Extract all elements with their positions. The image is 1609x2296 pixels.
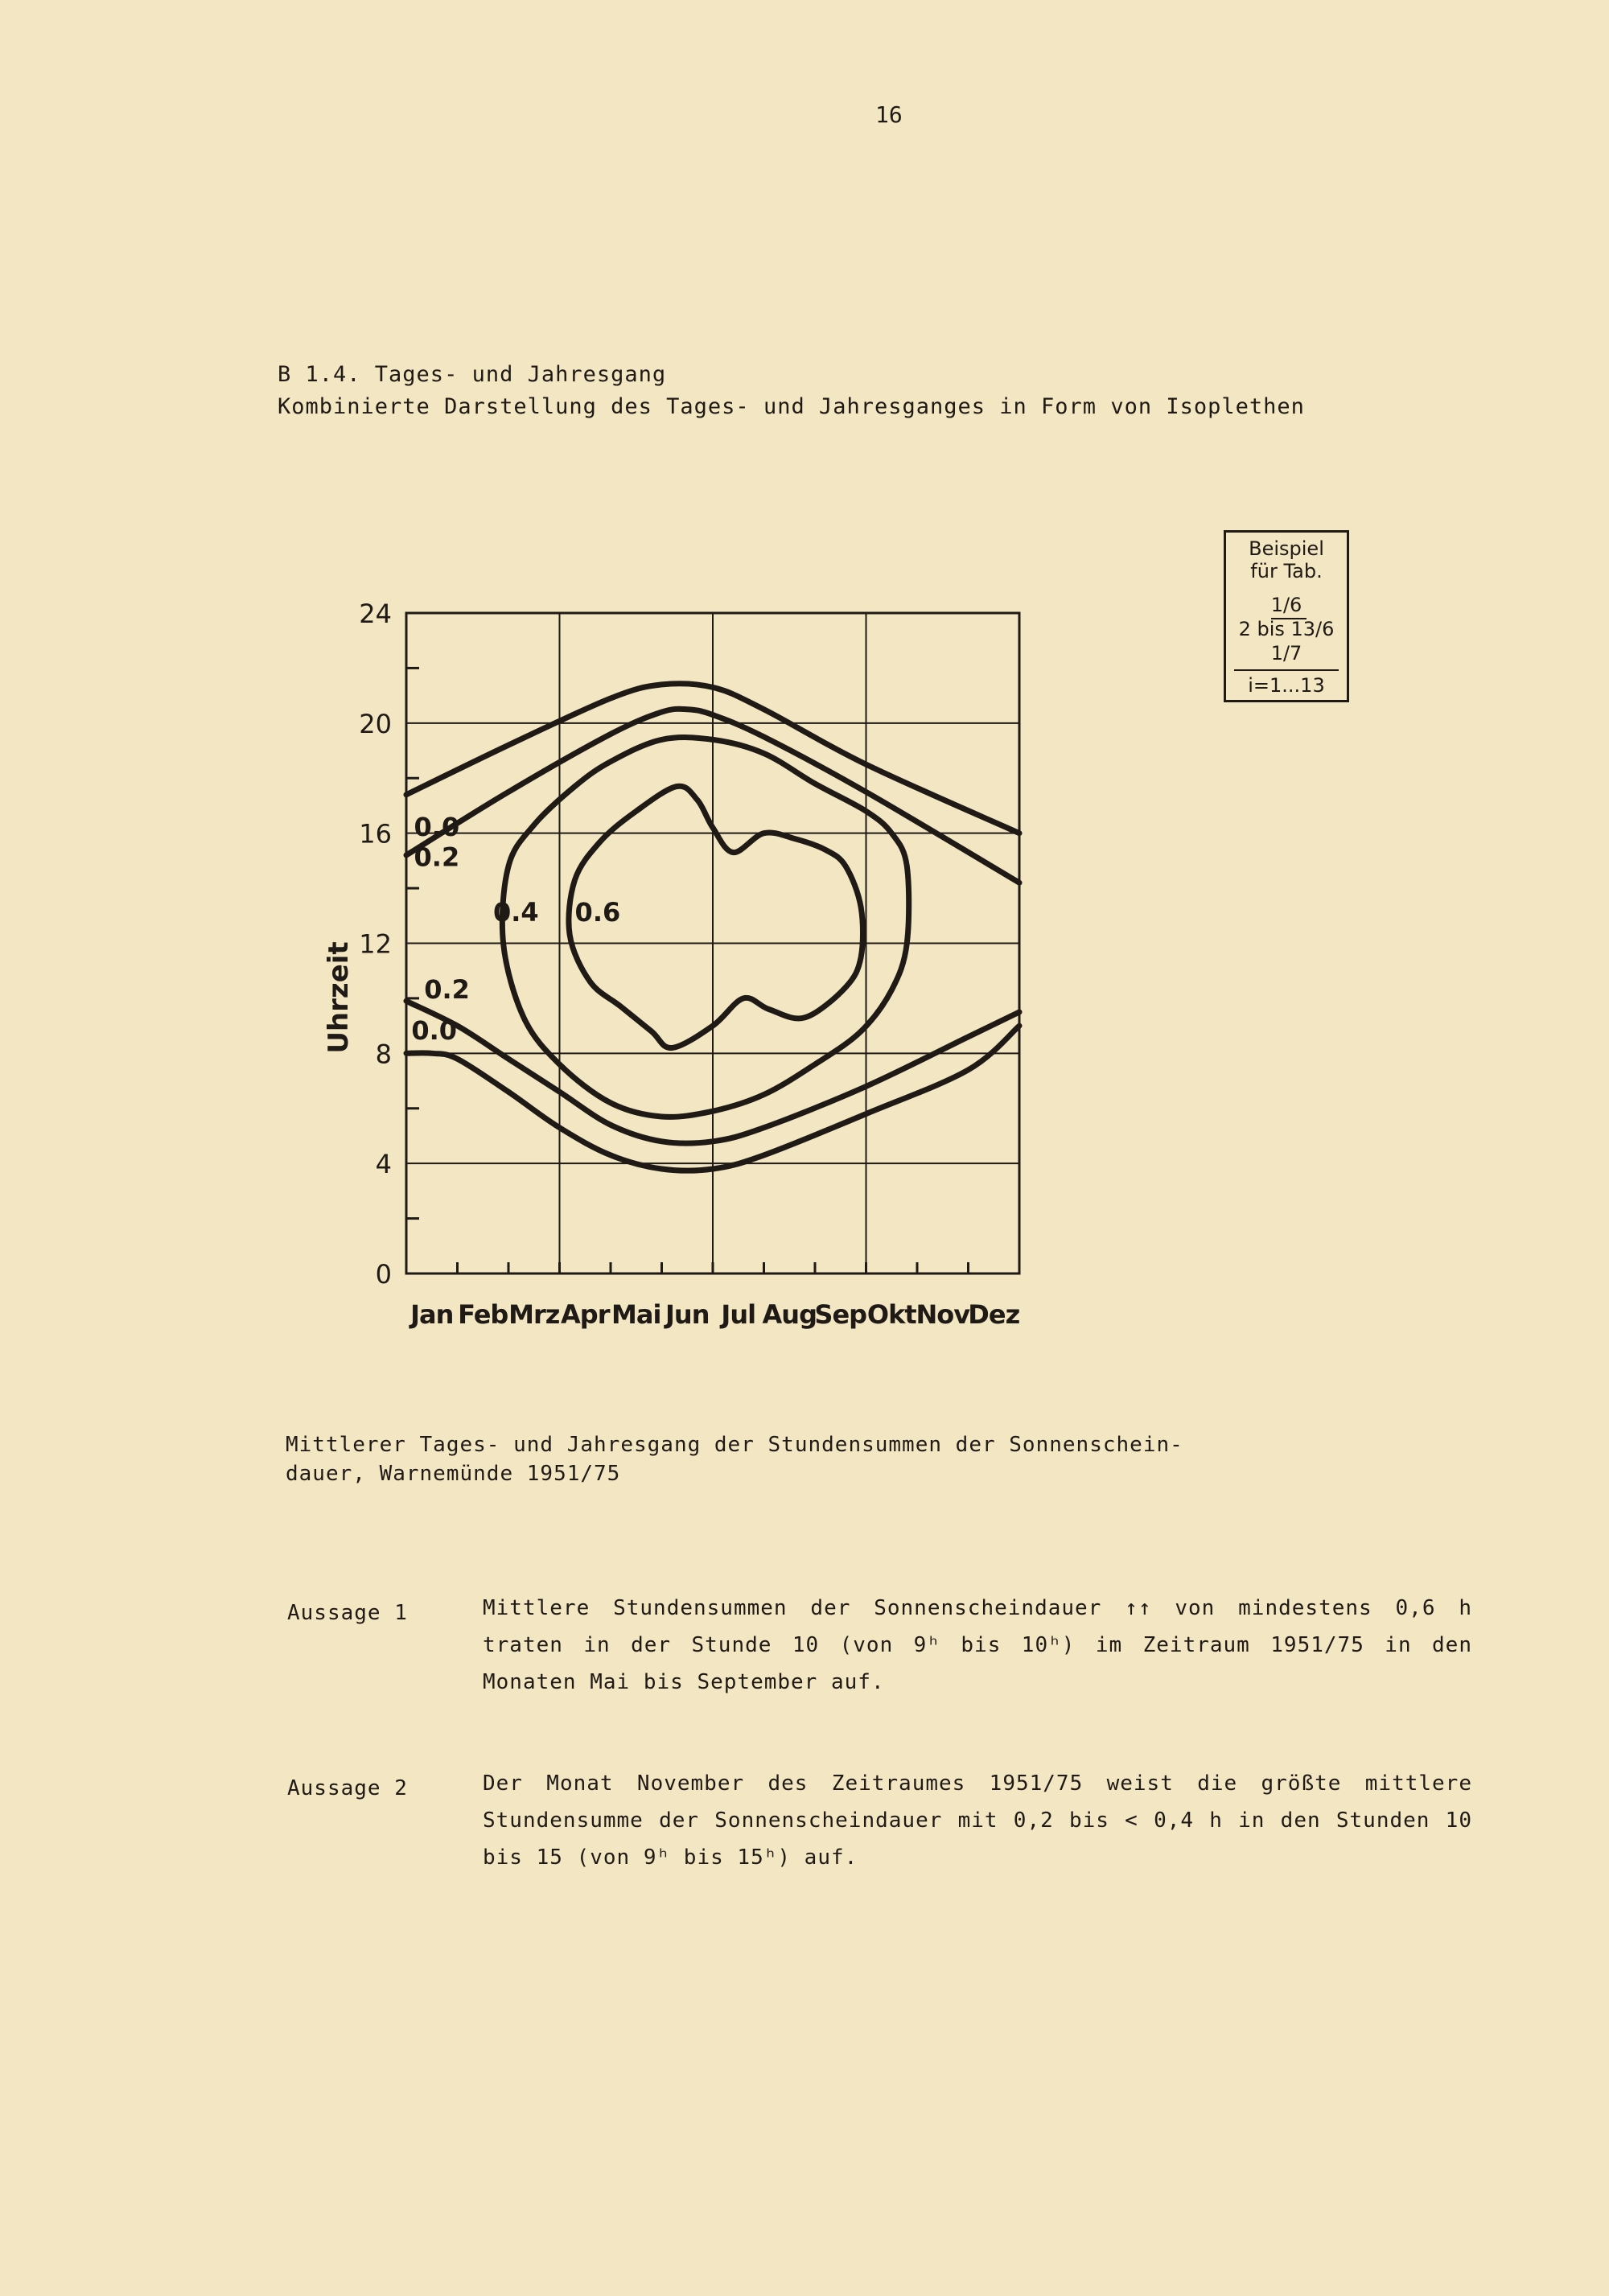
x-tick-label: Dez (968, 1299, 1020, 1330)
x-tick-label: Mai (611, 1299, 661, 1330)
y-axis-label: Uhrzeit (323, 941, 355, 1054)
x-tick-label: Sep (814, 1299, 867, 1330)
legend-line-5: 1/7 (1270, 642, 1302, 665)
x-tick-label: Jan (410, 1299, 454, 1330)
isoline-label-0-2: 0.2 (424, 973, 470, 1005)
y-tick-label: 8 (375, 1039, 392, 1070)
statement-2-text: Der Monat November des Zeitraumes 1951/75 weist die größte mittlere Stundensumme der Sonnenscheindauer mit 0,2 bis < 0,4 h in den Stunden 10 bis 15 (von 9ʰ bis 15ʰ) auf. (483, 1771, 1472, 1870)
legend-line-3: 1/6 (1270, 594, 1302, 616)
caption-line-2: dauer, Warnemünde 1951/75 (286, 1462, 621, 1486)
x-tick-label: Aug (762, 1299, 817, 1330)
y-tick-label: 24 (359, 599, 392, 629)
page-number: 16 (875, 101, 903, 128)
x-tick-label: Okt (866, 1299, 916, 1330)
isoline-label-0-4: 0.4 (492, 897, 539, 928)
y-tick-label: 12 (359, 928, 392, 960)
section-title: B 1.4. Tages- und Jahresgang (278, 362, 667, 387)
statement-1-label: Aussage 1 (287, 1601, 408, 1625)
isoline-label-0-2: 0.2 (414, 841, 460, 873)
isoline-0-4 (502, 738, 908, 1117)
legend-line-6: i=1...13 (1248, 674, 1325, 697)
x-tick-label: Jul (721, 1299, 756, 1330)
section-subtitle: Kombinierte Darstellung des Tages- und Jahresganges in Form von Isoplethen (278, 394, 1305, 419)
x-tick-label: Feb (458, 1299, 508, 1330)
x-tick-label: Nov (916, 1299, 970, 1330)
y-tick-label: 20 (359, 708, 392, 739)
statement-2-label: Aussage 2 (287, 1776, 408, 1800)
x-tick-label: Jun (665, 1299, 710, 1330)
caption-line-1: Mittlerer Tages- und Jahresgang der Stundensummen der Sonnenschein- (286, 1433, 1183, 1457)
statement-1-text: Mittlere Stundensummen der Sonnenscheindauer ↑↑ von mindestens 0,6 h traten in der Stunde 10 (von 9ʰ bis 10ʰ) im Zeitraum 1951/75 in den Monaten Mai bis September auf. (483, 1596, 1472, 1694)
y-tick-label: 0 (375, 1259, 392, 1290)
legend-line-1: Beispiel (1249, 537, 1324, 560)
y-tick-label: 4 (375, 1149, 392, 1180)
isoline-label-0-6: 0.6 (574, 897, 621, 928)
y-tick-label: 16 (359, 818, 392, 850)
figure-caption (286, 1430, 1183, 1488)
isoline-label-0-0: 0.0 (414, 812, 460, 843)
isoline-label-0-0: 0.0 (411, 1015, 458, 1047)
legend-line-4: 2 bis 13/6 (1238, 618, 1335, 640)
x-tick-label: Apr (561, 1299, 610, 1330)
x-tick-label: Mrz (508, 1299, 560, 1330)
legend-line-2: für Tab. (1250, 560, 1323, 582)
